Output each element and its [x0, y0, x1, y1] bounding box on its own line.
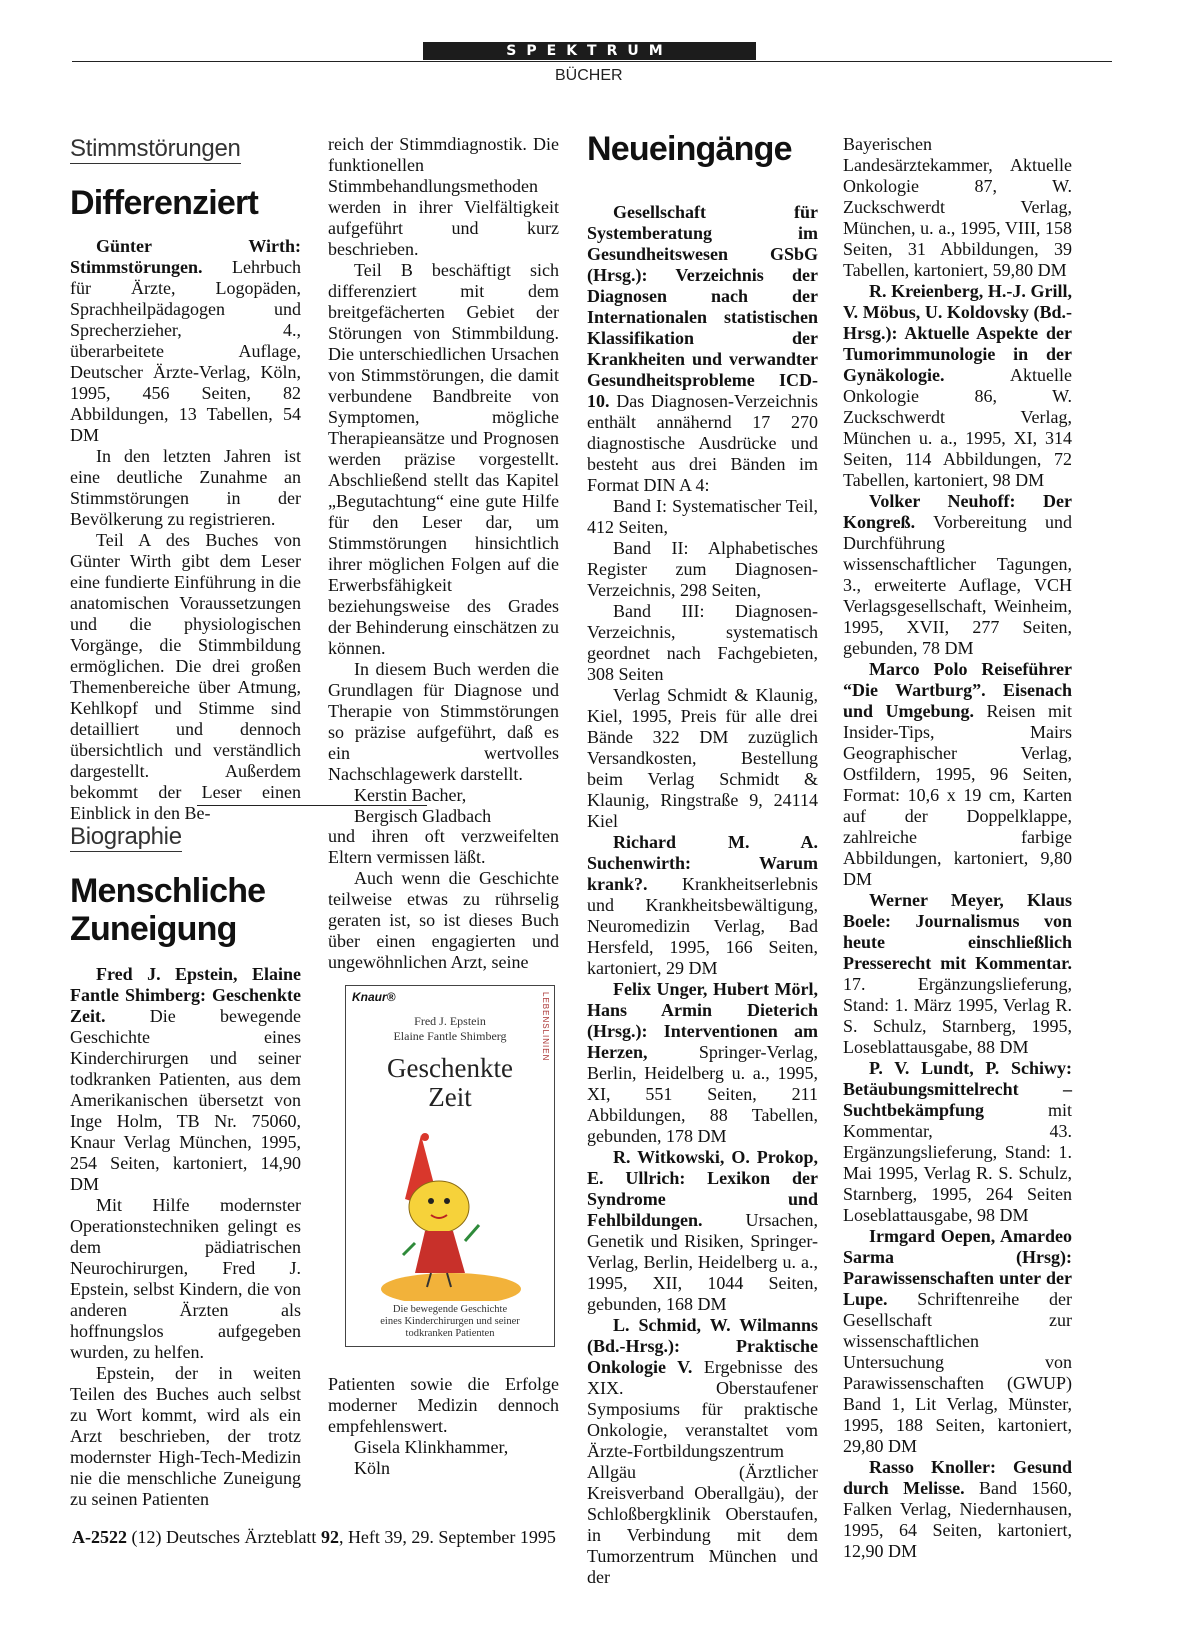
article1-paragraph: In diesem Buch werden die Grundlagen für Diagnose und Therapie von Stimmstörungen so präzise aufgeführt, daß es ein wertvolles Nachschlagewerk darstellt. — [328, 659, 559, 784]
book-cover — [345, 985, 555, 1347]
article1-paragraph: Teil B beschäftigt sich differenziert mit dem breitgefächerten Gebiet der Störungen von Stimmbildung. Die unterschiedlichen Ursachen von Stimmstörungen, die damit verbundene Bandbreite von Symptomen, mögliche Therapieansätze und Prognosen werden präzise vorgestellt. Abschließend stellt das Kapitel „Begutachtung“ eine gute Hilfe für den Leser dar, um Stimmstörungen hinsichtlich ihrer möglichen Folgen auf die Erwerbsfähigkeit beziehungsweise des Grades der Behinderung einschätzen zu können. — [328, 260, 559, 658]
article2-headline: Menschliche Zuneigung — [70, 872, 266, 948]
book-entry: Marco Polo Reiseführer “Die Wartburg”. Eisenach und Umgebung. Reisen mit Insider-Tips, Mairs Geographischer Verlag, Ostfildern, 1995, 96 Seiten, Format: 10,6 x 19 cm, Karten auf der Doppelklappe, zahlreiche farbige Abbildungen, kartoniert, 9,80 DM — [843, 659, 1072, 889]
article2-paragraph: Mit Hilfe modernster Operationstechniken gelingt es dem pädiatrischen Neurochirurgen, Fred J. Epstein, selbst Kindern, die von anderen Ärzten als hoffnungslos aufgegeben wurden, zu helfen. — [70, 1195, 301, 1362]
cover-caption: Die bewegende Geschichte eines Kinderchirurgen und seiner todkranken Patienten — [380, 1304, 520, 1339]
cover-illustration — [381, 1121, 521, 1301]
page-number: A-2522 — [72, 1527, 127, 1547]
article2-paragraph: Auch wenn die Geschichte teilweise etwas zu rührselig geraten ist, so ist dieses Buch über einen engagierten und ungewöhnlichen Arzt, seine — [328, 868, 559, 972]
article2-column-2-top — [328, 826, 559, 973]
article1-paragraph: reich der Stimmdiagnostik. Die funktionellen Stimmbehandlungsmethoden werden in ihrer Vielfältigkeit aufgeführt und kurz beschrieben. — [328, 134, 559, 259]
book-entry: R. Witkowski, O. Prokop, E. Ullrich: Lexikon der Syndrome und Fehlbildungen. Ursachen, Genetik und Risiken, Springer-Verlag, Berlin, Heidelberg u. a., 1995, XII, 1044 Seiten, gebunden, 168 DM — [587, 1147, 818, 1314]
book-entry: Rasso Knoller: Gesund durch Melisse. Band 1560, Falken Verlag, Niedernhausen, 1995, 64 Seiten, kartoniert, 12,90 DM — [843, 1457, 1072, 1561]
volume-number: 92 — [320, 1527, 339, 1547]
article2-author: Gisela Klinkhammer, — [354, 1437, 509, 1457]
section-banner: SPEKTRUM — [423, 42, 756, 60]
section-label: BÜCHER — [555, 67, 623, 84]
book-entry: Richard M. A. Suchenwirth: Warum krank?. Krankheitserlebnis und Krankheitsbewältigung, Neuromedizin Verlag, Bad Hersfeld, 1995, 166 Seiten, kartoniert, 29 DM — [587, 832, 818, 978]
book-entry: Werner Meyer, Klaus Boele: Journalismus von heute einschließlich Presserecht mit Kommentar. 17. Ergänzungslieferung, Stand: 1. März 1995, Verlag R. S. Schulz, Starnberg, 1995, Loseblattausgabe, 88 DM — [843, 890, 1072, 1057]
book-entry: Felix Unger, Hubert Mörl, Hans Armin Dieterich (Hrsg.): Interventionen am Herzen, Springer-Verlag, Berlin, Heidelberg u. a., 1995, XI, 551 Seiten, 211 Abbildungen, 88 Tabellen, gebunden, 178 DM — [587, 979, 818, 1146]
book-entry: P. V. Lundt, P. Schiwy: Betäubungsmittelrecht – Suchtbekämpfung mit Kommentar, 43. Ergänzungslieferung, Stand: 1. Mai 1995, Verlag R. S. Schulz, Starnberg, 1995, 264 Seiten Loseblattausgabe, 98 DM — [843, 1058, 1072, 1225]
article1-headline: Differenziert — [70, 184, 258, 222]
article-divider — [197, 805, 427, 806]
book-entry: R. Kreienberg, H.-J. Grill, V. Möbus, U. Koldovsky (Bd.-Hrsg.): Aktuelle Aspekte der Tumorimmunologie in der Gynäkologie. Aktuelle Onkologie 86, W. Zuckschwerdt Verlag, München u. a., 1995, XI, 314 Seiten, 114 Abbildungen, 72 Tabellen, kartoniert, 98 DM — [843, 281, 1072, 490]
article2-column-2-bottom — [328, 1374, 559, 1479]
series-label: LEBENSLINIEN — [541, 992, 550, 1062]
article1-column-2 — [328, 134, 559, 827]
article1-reference: Günter Wirth: Stimmstörungen. Lehrbuch für Ärzte, Logopäden, Sprachheilpädagogen und Sprecherzieher, 4., überarbeitete Auflage, Deutscher Ärzte-Verlag, Köln, 1995, 456 Seiten, 82 Abbildungen, 13 Tabellen, 54 DM — [70, 236, 301, 445]
book-entry: Bayerischen Landesärztekammer, Aktuelle Onkologie 87, W. Zuckschwerdt Verlag, München, u. a., 1995, VIII, 158 Seiten, 31 Abbildungen, 39 Tabellen, kartoniert, 59,80 DM — [843, 134, 1072, 280]
article2-reference: Fred J. Epstein, Elaine Fantle Shimberg: Geschenkte Zeit. Die bewegende Geschichte eines Kinderchirurgen und seiner todkranken Patienten, aus dem Amerikanischen übersetzt von Inge Holm, TB Nr. 75060, Knaur Verlag München, 1995, 254 Seiten, kartoniert, 14,90 DM — [70, 964, 301, 1194]
publisher-logo: Knaur® — [352, 990, 396, 1004]
article2-column-1 — [70, 823, 301, 1510]
article1-location: Bergisch Gladbach — [354, 806, 492, 826]
book-entry: L. Schmid, W. Wilmanns (Bd.-Hrsg.): Praktische Onkologie V. Ergebnisse des XIX. Oberstaufener Symposiums für praktische Onkologie, veranstaltet vom Ärzte-Fortbildungszentrum Allgäu (Ärztlicher Kreisverband Oberallgäu), der Schloßbergklinik Oberstaufen, in Verbindung mit dem Tumorzentrum München und der — [587, 1315, 818, 1587]
article1-paragraph: In den letzten Jahren ist eine deutliche Zunahme an Stimmstörungen in der Bevölkerung zu registrieren. — [70, 446, 301, 529]
article2-rubric: Biographie — [70, 823, 182, 850]
book-entry: Band I: Systematischer Teil, 412 Seiten, — [587, 496, 818, 537]
book-entry: Volker Neuhoff: Der Kongreß. Vorbereitung und Durchführung wissenschaftlicher Tagungen, 3., erweiterte Auflage, VCH Verlagsgesellschaft, Weinheim, 1995, XVII, 277 Seiten, gebunden, 78 DM — [843, 491, 1072, 658]
page-footer: A-2522 (12) Deutsches Ärzteblatt 92, Heft 39, 29. September 1995 — [72, 1527, 556, 1547]
masthead-rule — [72, 61, 1112, 62]
new-arrivals-list — [587, 202, 818, 1588]
article1-paragraph: Teil A des Buches von Günter Wirth gibt dem Leser eine fundierte Einführung in die anatomischen Voraussetzungen und die physiologischen Vorgänge, die Stimmbildung ermöglichen. Die drei großen Themenbereiche über Atmung, Kehlkopf und Stimme sind detailliert und dennoch übersichtlich und verständlich dargestellt. Außerdem bekommt der Leser einen Einblick in den Be- — [70, 530, 301, 823]
new-arrivals-headline: Neueingänge — [587, 130, 792, 168]
new-arrivals-list — [843, 134, 1072, 1562]
article2-paragraph: Patienten sowie die Erfolge moderner Medizin dennoch empfehlenswert. — [328, 1374, 559, 1436]
article1-column-1 — [70, 135, 301, 824]
cover-title: Geschenkte Zeit — [387, 1053, 513, 1112]
article2-paragraph: Epstein, der in weiten Teilen des Buches auch selbst zu Wort kommt, wird als ein Arzt beschrieben, der trotz modernster High-Tech-Medizin nie die menschliche Zuneigung zu seinen Patienten — [70, 1363, 301, 1509]
book-entry: Gesellschaft für Systemberatung im Gesundheitswesen GSbG (Hrsg.): Verzeichnis der Diagnosen nach der Internationalen statistischen Klassifikation der Krankheiten und verwandter Gesundheitsprobleme ICD-10. Das Diagnosen-Verzeichnis enthält annähernd 17 270 diagnostische Ausdrücke und besteht aus drei Bänden im Format DIN A 4: — [587, 202, 818, 495]
article2-paragraph: und ihren oft verzweifelten Eltern vermissen läßt. — [328, 826, 559, 867]
article1-rubric: Stimmstörungen — [70, 135, 241, 162]
new-arrivals-column-1 — [587, 130, 818, 1588]
book-entry: Band II: Alphabetisches Register zum Diagnosen-Verzeichnis, 298 Seiten, — [587, 538, 818, 600]
article2-location: Köln — [354, 1458, 390, 1478]
new-arrivals-column-2 — [843, 134, 1072, 1562]
book-entry: Irmgard Oepen, Amardeo Sarma (Hrsg): Parawissenschaften unter der Lupe. Schriftenreihe der Gesellschaft zur wissenschaftlichen Untersuchung von Parawissenschaften (GWUP) Band 1, Lit Verlag, Münster, 1995, 188 Seiten, kartoniert, 29,80 DM — [843, 1226, 1072, 1456]
article1-author: Kerstin Bacher, — [354, 785, 467, 805]
book-entry: Band III: Diagnosen-Verzeichnis, systematisch geordnet nach Fachgebieten, 308 Seiten — [587, 601, 818, 684]
book-entry: Verlag Schmidt & Klaunig, Kiel, 1995, Preis für alle drei Bände 322 DM zuzüglich Versandkosten, Bestellung beim Verlag Schmidt & Klaunig, Ringstraße 9, 24114 Kiel — [587, 685, 818, 831]
cover-authors: Fred J. Epstein Elaine Fantle Shimberg — [393, 1014, 507, 1043]
